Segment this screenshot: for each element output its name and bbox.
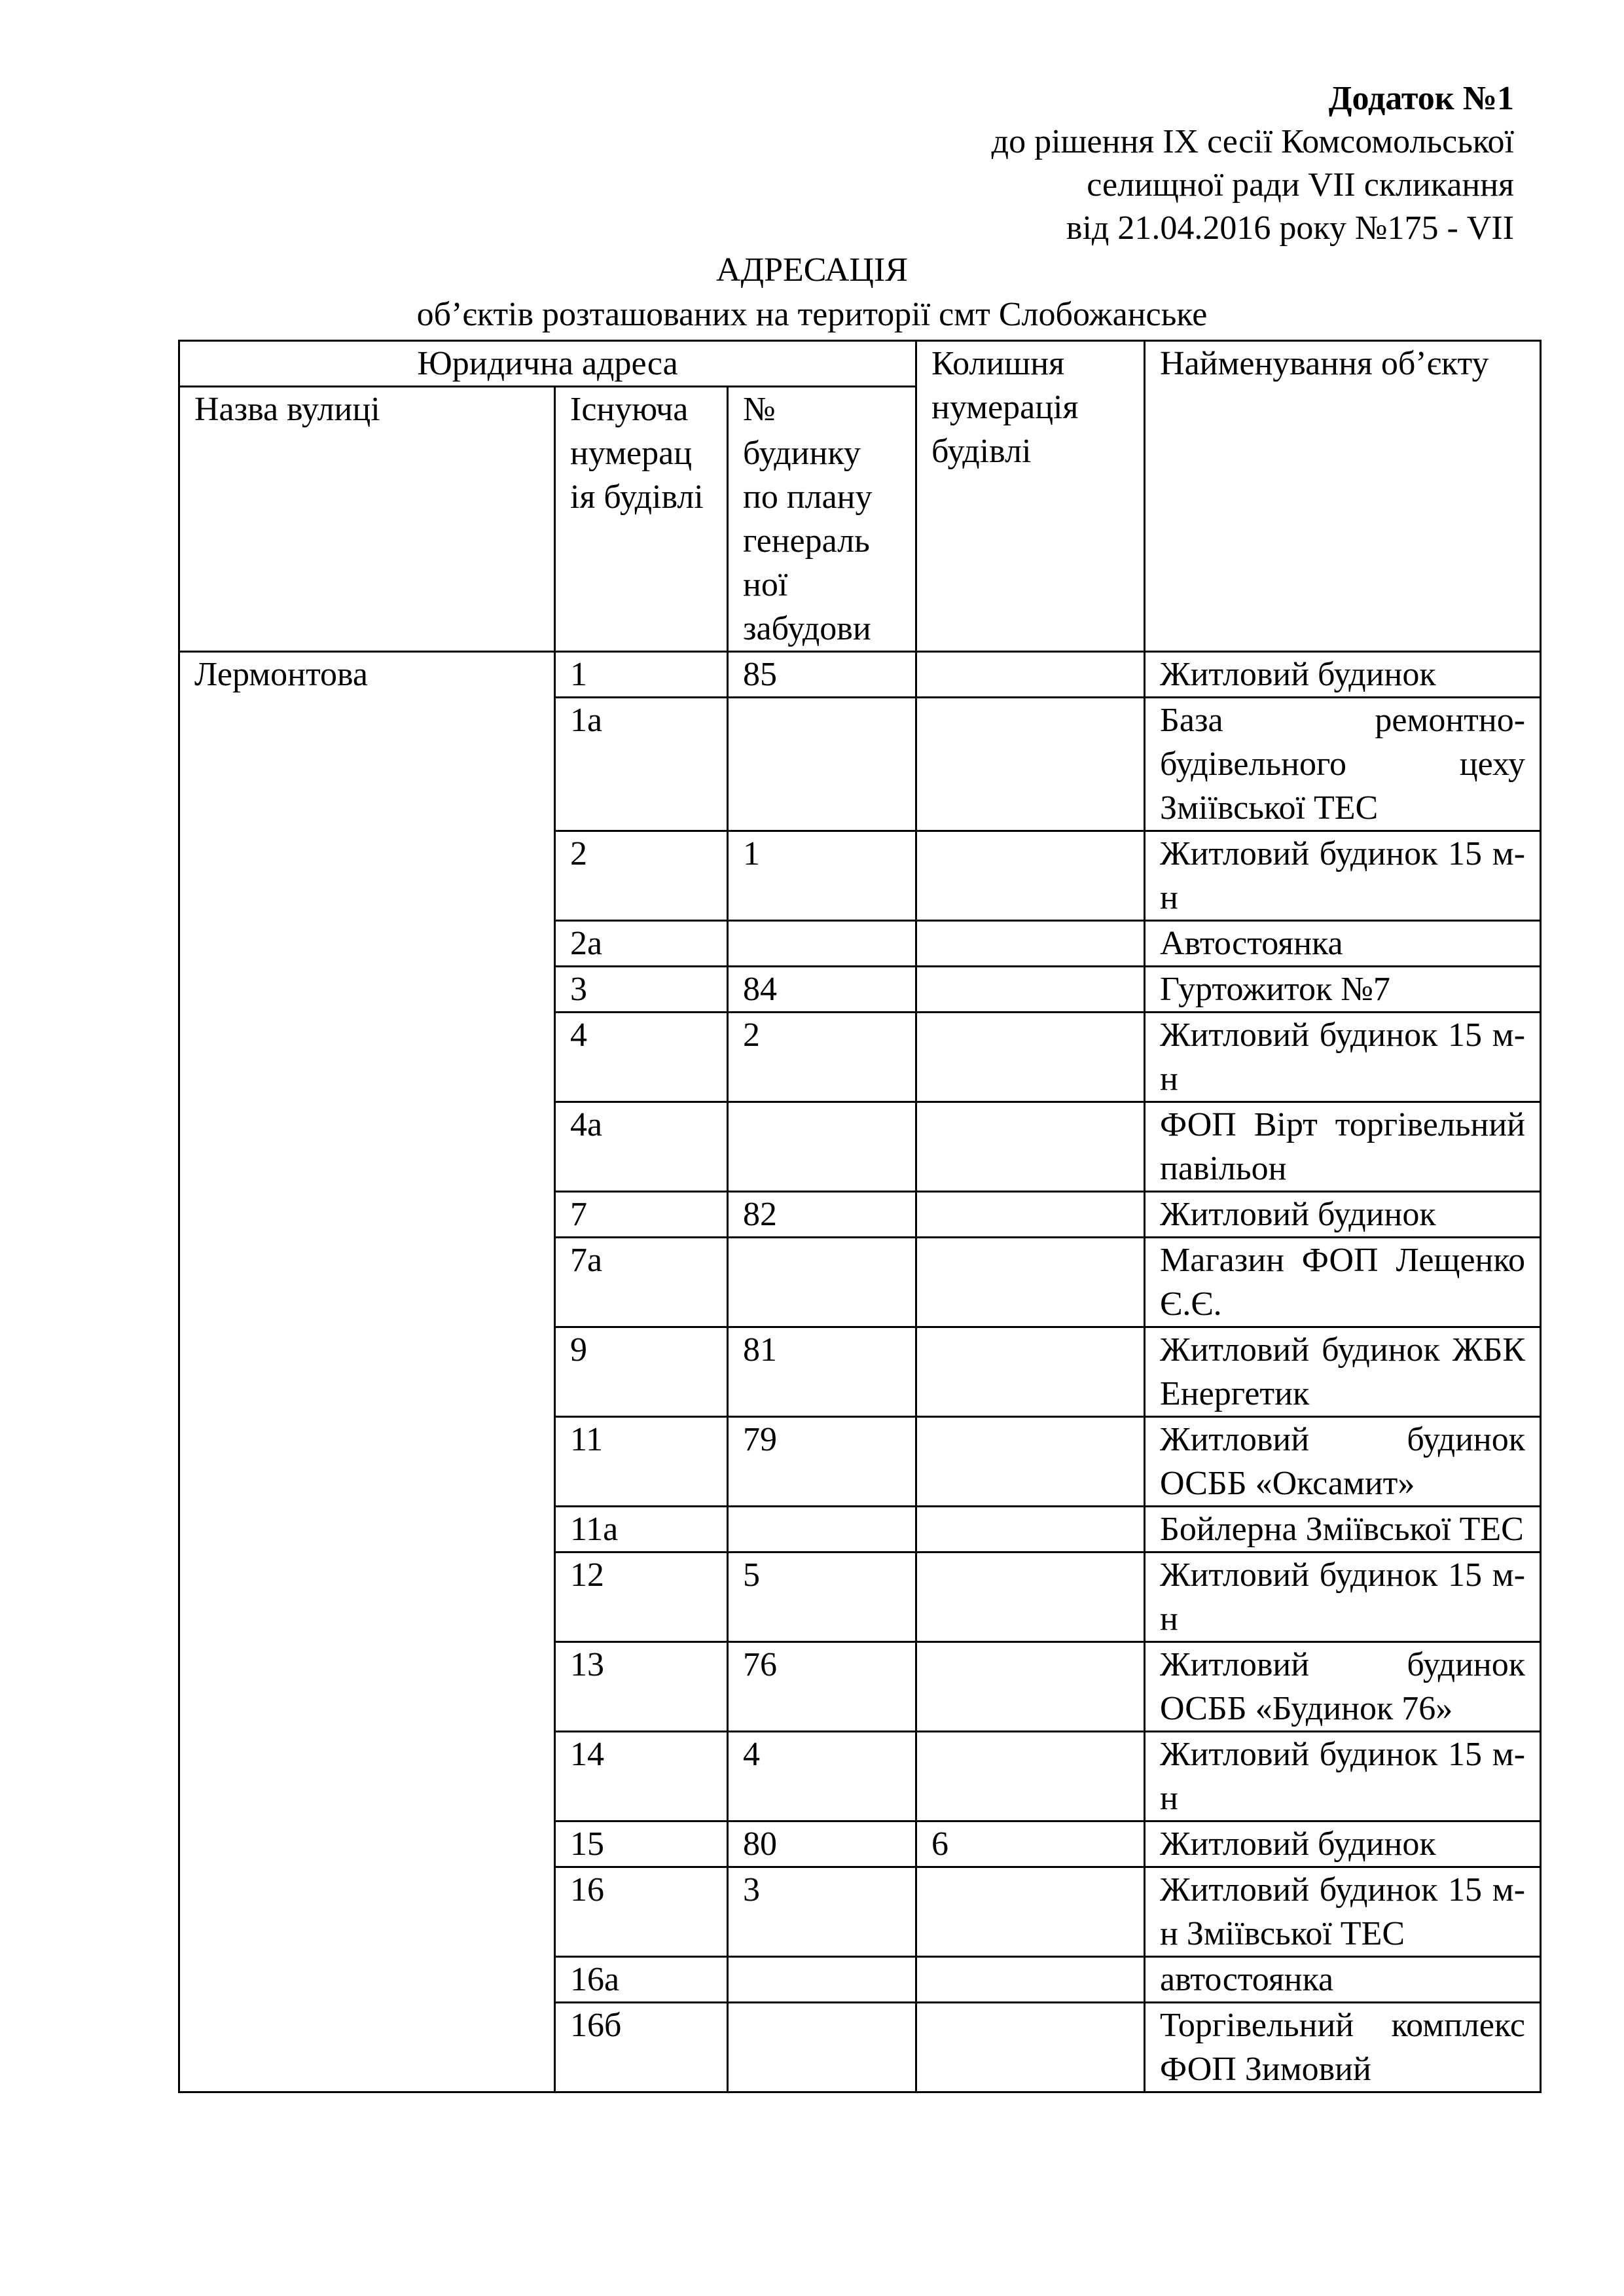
former-number-cell xyxy=(916,1732,1145,1821)
object-name-cell: Житловий будинок xyxy=(1145,652,1541,698)
former-number-cell xyxy=(916,1642,1145,1732)
existing-number-cell: 11а xyxy=(555,1507,728,1552)
former-number-cell xyxy=(916,1327,1145,1417)
former-number-cell xyxy=(916,1417,1145,1507)
plan-number-cell: 3 xyxy=(728,1867,916,1957)
former-number-cell xyxy=(916,1867,1145,1957)
existing-number-cell: 1а xyxy=(555,698,728,831)
existing-number-cell: 11 xyxy=(555,1417,728,1507)
existing-number-cell: 15 xyxy=(555,1821,728,1867)
existing-number-cell: 7 xyxy=(555,1192,728,1238)
annex-header xyxy=(992,77,1514,250)
existing-number-cell: 7а xyxy=(555,1238,728,1327)
former-number-cell xyxy=(916,831,1145,921)
object-name-cell: Житловий будинок ЖБК Енергетик xyxy=(1145,1327,1541,1417)
existing-number-cell: 3 xyxy=(555,967,728,1013)
existing-number-cell: 9 xyxy=(555,1327,728,1417)
former-number-cell xyxy=(916,698,1145,831)
existing-number-cell: 16 xyxy=(555,1867,728,1957)
table-body xyxy=(179,652,1541,2092)
plan-number-cell: 80 xyxy=(728,1821,916,1867)
plan-number-cell: 82 xyxy=(728,1192,916,1238)
existing-number-cell: 13 xyxy=(555,1642,728,1732)
annex-line-2: селищної ради VII скликання xyxy=(1087,166,1514,204)
plan-number-cell: 1 xyxy=(728,831,916,921)
plan-number-cell xyxy=(728,1238,916,1327)
object-name-cell: Торгівельний комплекс ФОП Зимовий xyxy=(1145,2003,1541,2092)
plan-number-cell xyxy=(728,1102,916,1192)
existing-number-cell: 2а xyxy=(555,921,728,967)
existing-number-header: Існуюча нумерац ія будівлі xyxy=(555,387,728,652)
plan-number-cell: 85 xyxy=(728,652,916,698)
plan-number-cell: 79 xyxy=(728,1417,916,1507)
existing-number-cell: 2 xyxy=(555,831,728,921)
object-name-cell: автостоянка xyxy=(1145,1957,1541,2003)
existing-number-cell: 12 xyxy=(555,1552,728,1642)
object-name-cell: Житловий будинок 15 м-н xyxy=(1145,831,1541,921)
object-name-cell: Гуртожиток №7 xyxy=(1145,967,1541,1013)
object-name-cell: ФОП Вірт торгівельний павільон xyxy=(1145,1102,1541,1192)
table-row xyxy=(179,652,1541,698)
former-number-cell xyxy=(916,652,1145,698)
object-name-cell: Житловий будинок 15 м-н Зміївської ТЕС xyxy=(1145,1867,1541,1957)
legal-address-header: Юридична адреса xyxy=(179,341,916,387)
former-number-cell xyxy=(916,1013,1145,1102)
former-number-cell xyxy=(916,2003,1145,2092)
plan-number-cell: 76 xyxy=(728,1642,916,1732)
object-name-cell: Житловий будинок ОСББ «Оксамит» xyxy=(1145,1417,1541,1507)
plan-number-cell: 4 xyxy=(728,1732,916,1821)
plan-number-header: № будинку по плану генераль ної забудови xyxy=(728,387,916,652)
former-number-cell xyxy=(916,1102,1145,1192)
existing-number-cell: 1 xyxy=(555,652,728,698)
object-name-header: Найменування об’єкту xyxy=(1145,341,1541,652)
existing-number-cell: 4а xyxy=(555,1102,728,1192)
plan-number-cell xyxy=(728,1507,916,1552)
object-name-cell: База ремонтно-будівельного цеху Зміївської ТЕС xyxy=(1145,698,1541,831)
former-number-cell xyxy=(916,1957,1145,2003)
document-subtitle: об’єктів розташованих на території смт Слобожанське xyxy=(416,296,1208,333)
annex-line-1: до рішення IX сесії Комсомольської xyxy=(991,123,1514,160)
former-number-cell xyxy=(916,967,1145,1013)
annex-line-3: від 21.04.2016 року №175 - VII xyxy=(1066,209,1514,247)
document-title: АДРЕСАЦІЯ xyxy=(716,251,908,289)
annex-title: Додаток №1 xyxy=(1328,80,1514,117)
former-number-cell xyxy=(916,1507,1145,1552)
existing-number-cell: 14 xyxy=(555,1732,728,1821)
former-number-cell xyxy=(916,921,1145,967)
object-name-cell: Бойлерна Зміївської ТЕС xyxy=(1145,1507,1541,1552)
object-name-cell: Житловий будинок 15 м-н xyxy=(1145,1732,1541,1821)
former-number-cell xyxy=(916,1238,1145,1327)
plan-number-cell: 84 xyxy=(728,967,916,1013)
object-name-cell: Автостоянка xyxy=(1145,921,1541,967)
object-name-cell: Житловий будинок xyxy=(1145,1821,1541,1867)
plan-number-cell: 5 xyxy=(728,1552,916,1642)
former-number-cell xyxy=(916,1552,1145,1642)
object-name-cell: Магазин ФОП Лещенко Є.Є. xyxy=(1145,1238,1541,1327)
plan-number-cell: 2 xyxy=(728,1013,916,1102)
plan-number-cell xyxy=(728,1957,916,2003)
former-number-cell: 6 xyxy=(916,1821,1145,1867)
former-number-cell xyxy=(916,1192,1145,1238)
existing-number-cell: 16б xyxy=(555,2003,728,2092)
former-number-header: Колишня нумерація будівлі xyxy=(916,341,1145,652)
object-name-cell: Житловий будинок 15 м-н xyxy=(1145,1552,1541,1642)
address-table xyxy=(178,340,1542,2093)
plan-number-cell: 81 xyxy=(728,1327,916,1417)
street-header: Назва вулиці xyxy=(179,387,555,652)
plan-number-cell xyxy=(728,698,916,831)
object-name-cell: Житловий будинок xyxy=(1145,1192,1541,1238)
object-name-cell: Житловий будинок 15 м-н xyxy=(1145,1013,1541,1102)
existing-number-cell: 16а xyxy=(555,1957,728,2003)
object-name-cell: Житловий будинок ОСББ «Будинок 76» xyxy=(1145,1642,1541,1732)
plan-number-cell xyxy=(728,921,916,967)
table-header-row xyxy=(179,341,1541,387)
street-name-cell: Лермонтова xyxy=(179,652,555,2092)
existing-number-cell: 4 xyxy=(555,1013,728,1102)
plan-number-cell xyxy=(728,2003,916,2092)
